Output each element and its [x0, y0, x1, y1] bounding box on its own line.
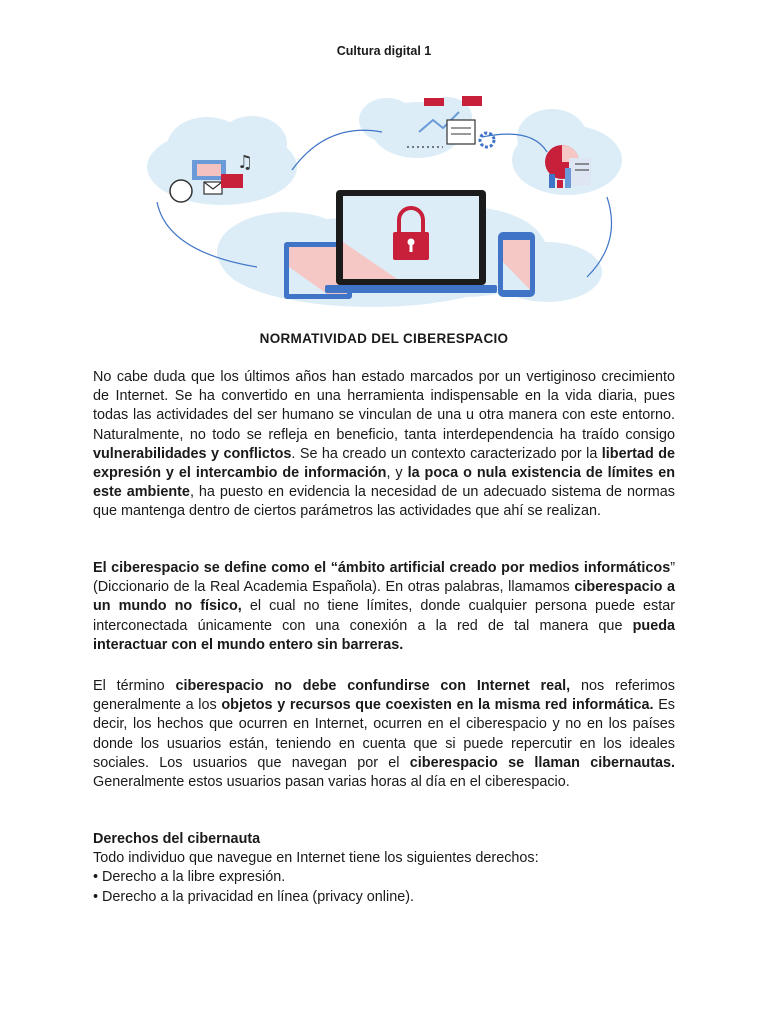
rights-intro: Todo individuo que navegue en Internet tiene los siguientes derechos: — [93, 850, 539, 867]
cyberspace-illustration — [137, 92, 627, 307]
music-icon: ♫ — [237, 152, 254, 173]
calendar-icon — [447, 120, 475, 144]
paragraph-intro: No cabe duda que los últimos años han estado marcados por un vertiginoso crecimiento de Internet. Se ha convertido en una herramienta indispensable en la vida diaria, pues todas las actividades del ser humano se vinculan de una u otra manera con este entorno. Naturalmente, no todo se refleja en beneficio, tanta interdependencia ha traído consigo vulnerabilidades y conflictos. Se ha creado un contexto caracterizado por la libertad de expresión y el intercambio de información, y la poca o nula existencia de límites en este ambiente, ha puesto en evidencia la necesidad de un adecuado sistema de normas que mantenga dentro de ciertos parámetros las actividades que ahí se realizan. — [93, 369, 675, 520]
phone-icon — [498, 232, 535, 297]
rights-heading: Derechos del cibernauta — [93, 831, 261, 847]
page-header: Cultura digital 1 — [336, 44, 432, 58]
list-item: • Derecho a la privacidad en línea (privacy online). — [93, 888, 414, 905]
paragraph-definition: El ciberespacio se define como el “ámbito artificial creado por medios informáticos” (Diccionario de la Real Academia Española). En otras palabras, llamamos ciberespacio a un mundo no físico, el cual no tiene límites, donde cualquier persona puede estar interconectada únicamente con una conexión a la red de tal manera que pueda interactuar con el mundo entero sin barreras. — [93, 560, 675, 653]
play-icon — [170, 180, 192, 202]
document-title: NORMATIVIDAD DEL CIBERESPACIO — [259, 331, 509, 346]
list-item: • Derecho a la libre expresión. — [93, 869, 286, 886]
mail-icon — [204, 182, 222, 194]
rights-section — [93, 830, 675, 907]
paragraph-cibernautas: El término ciberespacio no debe confundirse con Internet real, nos referimos generalmente a los objetos y recursos que coexisten en la misma red informática. Es decir, los hechos que ocurren en Internet, ocurren en el ciberespacio y no en los países donde los usuarios están, teniendo en cuenta que si puede repercutir en los ideales sociales. Los usuarios que navegan por el ciberespacio se llaman cibernautas. Generalmente estos usuarios pasan varias horas al día en el ciberespacio. — [93, 678, 676, 791]
